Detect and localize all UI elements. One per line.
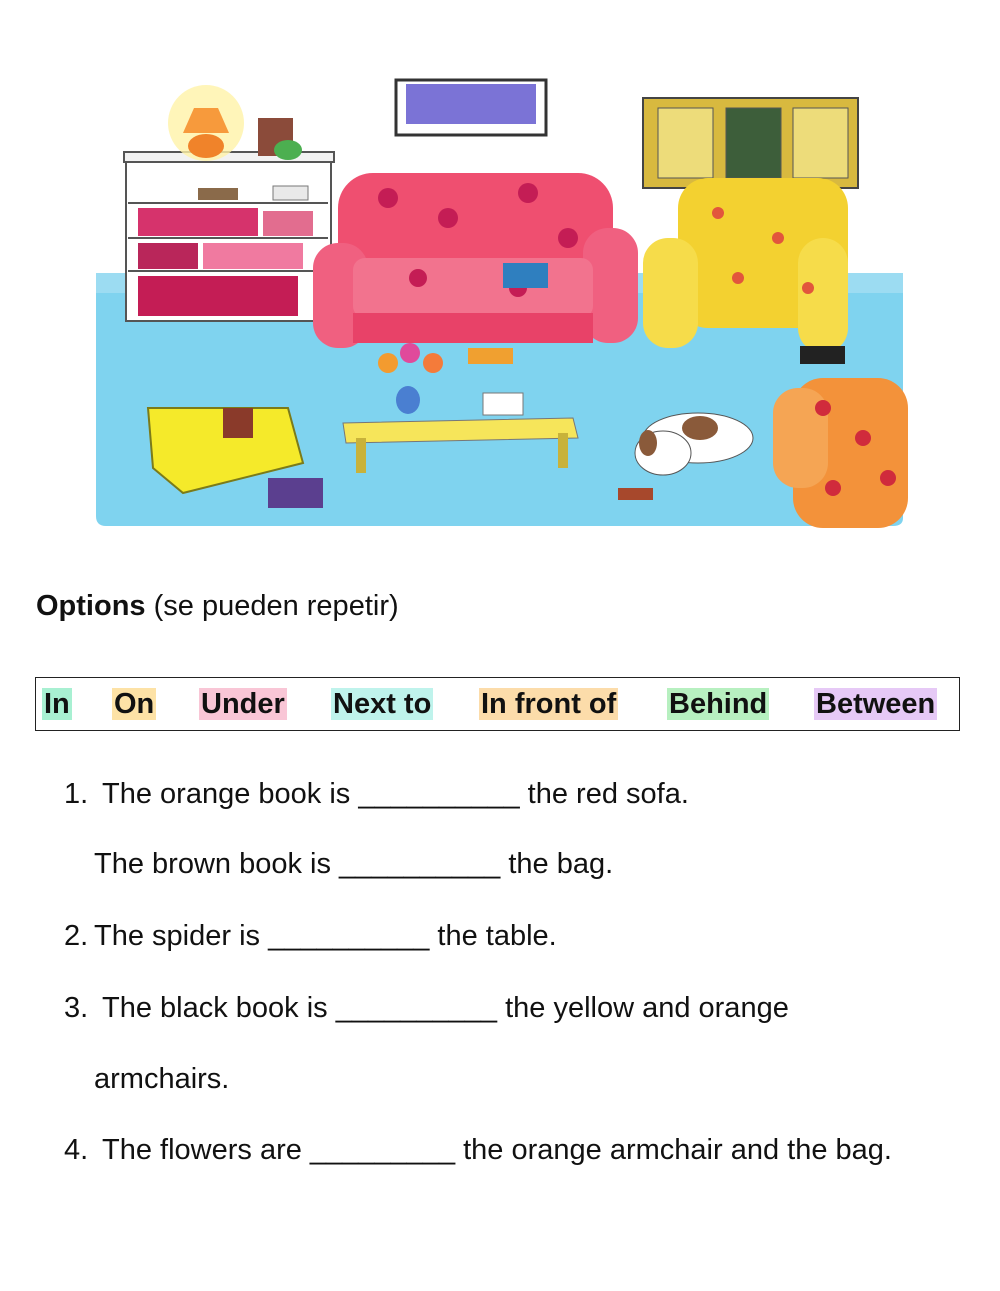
option-in: In	[44, 688, 70, 720]
question-number: 4.	[64, 1134, 89, 1166]
options-heading-note: (se pueden repetir)	[145, 590, 399, 622]
question-text: The orange book is __________ the red sofa.	[102, 778, 689, 810]
purple-book	[268, 478, 323, 508]
lamp	[168, 85, 244, 161]
question-3b	[94, 1063, 229, 1096]
question-text: armchairs.	[94, 1063, 230, 1095]
orange-book	[468, 348, 513, 364]
option-under: Under	[201, 688, 285, 720]
question-number: 3.	[64, 992, 89, 1024]
bookshelf	[124, 152, 334, 321]
blue-book	[503, 263, 548, 288]
question-4	[64, 1134, 892, 1167]
wall-cabinet	[643, 98, 858, 188]
question-text: The spider is __________ the table.	[94, 920, 557, 952]
question-number: 2.	[64, 920, 89, 952]
option-between: Between	[816, 688, 936, 720]
question-1	[64, 778, 689, 811]
red-sofa	[313, 173, 638, 348]
question-text: The brown book is __________ the bag.	[94, 848, 614, 880]
option-in-front-of: In front of	[481, 688, 617, 720]
question-1b	[94, 848, 613, 881]
duck-figure	[274, 140, 302, 160]
option-next-to: Next to	[333, 688, 432, 720]
options-heading-bold: Options	[36, 590, 146, 622]
option-on: On	[114, 688, 155, 720]
question-text: The black book is __________ the yellow and orange	[102, 992, 789, 1024]
options-heading	[36, 590, 399, 623]
question-2	[64, 920, 557, 953]
options-box	[35, 677, 960, 731]
question-text: The flowers are _________ the orange armchair and the bag.	[102, 1134, 892, 1166]
option-behind: Behind	[669, 688, 768, 720]
wall-picture	[396, 80, 546, 135]
question-number: 1.	[64, 778, 89, 810]
question-3	[64, 992, 789, 1025]
black-book	[800, 346, 845, 364]
living-room-illustration	[88, 78, 910, 530]
